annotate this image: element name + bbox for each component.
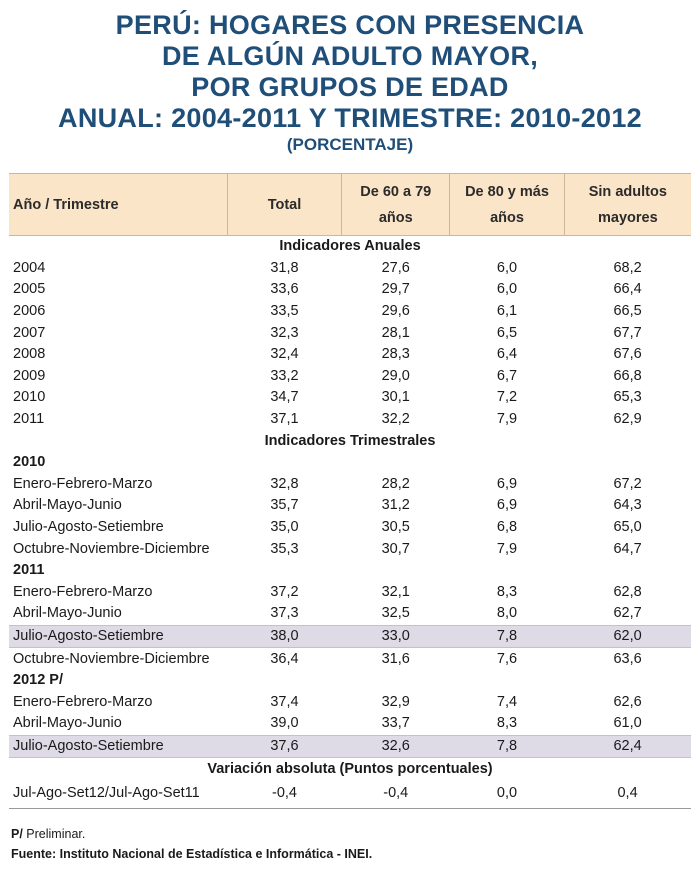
table-row	[9, 301, 691, 323]
table-row	[9, 258, 691, 280]
section-row	[9, 236, 691, 258]
cell-value: 6,0	[496, 281, 518, 298]
row-label: Abril-Mayo-Junio	[13, 605, 122, 622]
cell-value: 8,3	[496, 715, 518, 732]
cell-value: 6,7	[496, 367, 518, 384]
table-title	[0, 10, 700, 155]
title-line-1: PERÚ: HOGARES CON PRESENCIA	[115, 10, 585, 40]
cell-value: 62,7	[613, 605, 642, 622]
row-label: Abril-Mayo-Junio	[13, 715, 122, 732]
cell-value: 32,1	[381, 583, 410, 600]
cell-value: 33,2	[270, 367, 299, 384]
header-total: Total	[227, 174, 341, 236]
section-label: Indicadores Anuales	[279, 238, 421, 255]
table-row	[9, 517, 691, 539]
cell-value: 67,2	[613, 475, 642, 492]
cell-value: -0,4	[342, 780, 450, 809]
cell-value: 39,0	[270, 715, 299, 732]
table-row	[9, 625, 691, 648]
cell-value: 64,7	[613, 540, 642, 557]
section-label: Variación absoluta (Puntos porcentuales)	[207, 760, 493, 777]
cell-value: 30,7	[381, 540, 410, 557]
cell-value: 7,6	[496, 650, 518, 667]
table-row	[9, 603, 691, 625]
cell-value: 6,5	[496, 324, 518, 341]
table-row	[9, 780, 691, 809]
cell-value: 6,8	[496, 519, 518, 536]
cell-value: 33,5	[270, 303, 299, 320]
row-label: Enero-Febrero-Marzo	[13, 583, 153, 600]
year-label: 2012 P/	[13, 672, 63, 689]
cell-value: 66,8	[613, 367, 642, 384]
table-row	[9, 344, 691, 366]
table-row	[9, 387, 691, 409]
cell-value: 38,0	[227, 625, 341, 648]
cell-value: 67,6	[613, 346, 642, 363]
table-row	[9, 582, 691, 604]
cell-value: 7,8	[450, 625, 564, 648]
footnote-text: Preliminar.	[26, 827, 86, 841]
table-row	[9, 648, 691, 670]
cell-value: 31,6	[381, 650, 410, 667]
cell-value: 33,0	[342, 625, 450, 648]
cell-value: 32,3	[270, 324, 299, 341]
cell-value: 37,1	[270, 411, 299, 428]
title-line-2: DE ALGÚN ADULTO MAYOR,	[161, 41, 539, 71]
cell-value: 29,0	[381, 367, 410, 384]
table-row	[9, 409, 691, 431]
cell-value: 27,6	[381, 259, 410, 276]
table-row	[9, 279, 691, 301]
cell-value: 62,6	[613, 693, 642, 710]
cell-value: 31,2	[381, 497, 410, 514]
row-label: 2010	[13, 389, 46, 406]
cell-value: 6,4	[496, 346, 518, 363]
table-body	[9, 236, 691, 809]
cell-value: 62,9	[613, 411, 642, 428]
section-row	[9, 430, 691, 452]
cell-value: 62,8	[613, 583, 642, 600]
table-row	[9, 495, 691, 517]
cell-value: 37,3	[270, 605, 299, 622]
year-row	[9, 452, 691, 474]
cell-value: 0,4	[564, 780, 691, 809]
cell-value: 34,7	[270, 389, 299, 406]
cell-value: 63,6	[613, 650, 642, 667]
row-label: Enero-Febrero-Marzo	[13, 693, 153, 710]
header-60-79: De 60 a 79 años	[342, 174, 450, 236]
cell-value: 28,1	[381, 324, 410, 341]
row-label: 2005	[13, 281, 46, 298]
row-label: Julio-Agosto-Setiembre	[9, 625, 227, 648]
cell-value: 6,0	[496, 259, 518, 276]
row-label: 2008	[13, 346, 46, 363]
row-label: 2004	[13, 259, 46, 276]
cell-value: 8,0	[496, 605, 518, 622]
cell-value: 61,0	[613, 715, 642, 732]
title-line-3: POR GRUPOS DE EDAD	[191, 72, 509, 102]
cell-value: 32,4	[270, 346, 299, 363]
table-row	[9, 735, 691, 758]
table-row	[9, 691, 691, 713]
cell-value: 37,2	[270, 583, 299, 600]
header-no-elderly: Sin adultos mayores	[564, 174, 691, 236]
table-row	[9, 322, 691, 344]
cell-value: 7,9	[496, 540, 518, 557]
table-row	[9, 474, 691, 496]
cell-value: 8,3	[496, 583, 518, 600]
title-line-4: ANUAL: 2004-2011 Y TRIMESTRE: 2010-2012	[58, 103, 642, 133]
cell-value: 37,4	[270, 693, 299, 710]
header-row	[9, 174, 691, 236]
row-label: Julio-Agosto-Setiembre	[9, 735, 227, 758]
row-label: Julio-Agosto-Setiembre	[13, 519, 164, 536]
row-label: Abril-Mayo-Junio	[13, 497, 122, 514]
footnote-source	[11, 846, 372, 862]
cell-value: 6,9	[496, 497, 518, 514]
cell-value: 32,9	[381, 693, 410, 710]
cell-value: 7,4	[496, 693, 518, 710]
row-label: Octubre-Noviembre-Diciembre	[13, 650, 210, 667]
cell-value: 30,1	[381, 389, 410, 406]
cell-value: 66,4	[613, 281, 642, 298]
cell-value: 65,3	[613, 389, 642, 406]
cell-value: 28,2	[381, 475, 410, 492]
cell-value: 35,0	[270, 519, 299, 536]
header-year: Año / Trimestre	[9, 174, 227, 236]
footnote-mark: P/	[11, 827, 23, 841]
cell-value: 28,3	[381, 346, 410, 363]
table-row	[9, 538, 691, 560]
table-row	[9, 713, 691, 735]
year-label: 2011	[13, 562, 45, 579]
section-label: Indicadores Trimestrales	[264, 432, 436, 449]
cell-value: 7,8	[450, 735, 564, 758]
cell-value: 6,9	[496, 475, 518, 492]
data-table	[9, 173, 691, 809]
table-row	[9, 366, 691, 388]
cell-value: 32,2	[381, 411, 410, 428]
cell-value: 7,9	[496, 411, 518, 428]
cell-value: 0,0	[450, 780, 564, 809]
cell-value: 68,2	[613, 259, 642, 276]
cell-value: 62,4	[564, 735, 691, 758]
cell-value: 36,4	[270, 650, 299, 667]
cell-value: 32,8	[270, 475, 299, 492]
cell-value: 67,7	[613, 324, 642, 341]
cell-value: -0,4	[227, 780, 341, 809]
cell-value: 66,5	[613, 303, 642, 320]
cell-value: 65,0	[613, 519, 642, 536]
cell-value: 35,3	[270, 540, 299, 557]
cell-value: 7,2	[496, 389, 518, 406]
cell-value: 62,0	[564, 625, 691, 648]
cell-value: 37,6	[227, 735, 341, 758]
cell-value: 35,7	[270, 497, 299, 514]
cell-value: 31,8	[270, 259, 299, 276]
footnote-preliminary	[11, 826, 85, 842]
cell-value: 32,5	[381, 605, 410, 622]
row-label: Jul-Ago-Set12/Jul-Ago-Set11	[9, 780, 227, 809]
year-row	[9, 670, 691, 692]
cell-value: 29,7	[381, 281, 410, 298]
cell-value: 33,7	[381, 715, 410, 732]
row-label: Octubre-Noviembre-Diciembre	[13, 540, 210, 557]
header-80-plus: De 80 y más años	[450, 174, 564, 236]
cell-value: 30,5	[381, 519, 410, 536]
row-label: 2009	[13, 367, 46, 384]
cell-value: 64,3	[613, 497, 642, 514]
title-subtitle: (PORCENTAJE)	[286, 135, 414, 154]
section-row	[9, 758, 691, 780]
cell-value: 33,6	[270, 281, 299, 298]
year-row	[9, 560, 691, 582]
year-label: 2010	[13, 454, 46, 471]
row-label: 2007	[13, 324, 46, 341]
row-label: Enero-Febrero-Marzo	[13, 475, 153, 492]
row-label: 2011	[13, 411, 45, 428]
cell-value: 32,6	[342, 735, 450, 758]
source-text: Fuente: Instituto Nacional de Estadística e Informática - INEI.	[11, 847, 373, 861]
row-label: 2006	[13, 303, 46, 320]
cell-value: 6,1	[496, 303, 518, 320]
cell-value: 29,6	[381, 303, 410, 320]
